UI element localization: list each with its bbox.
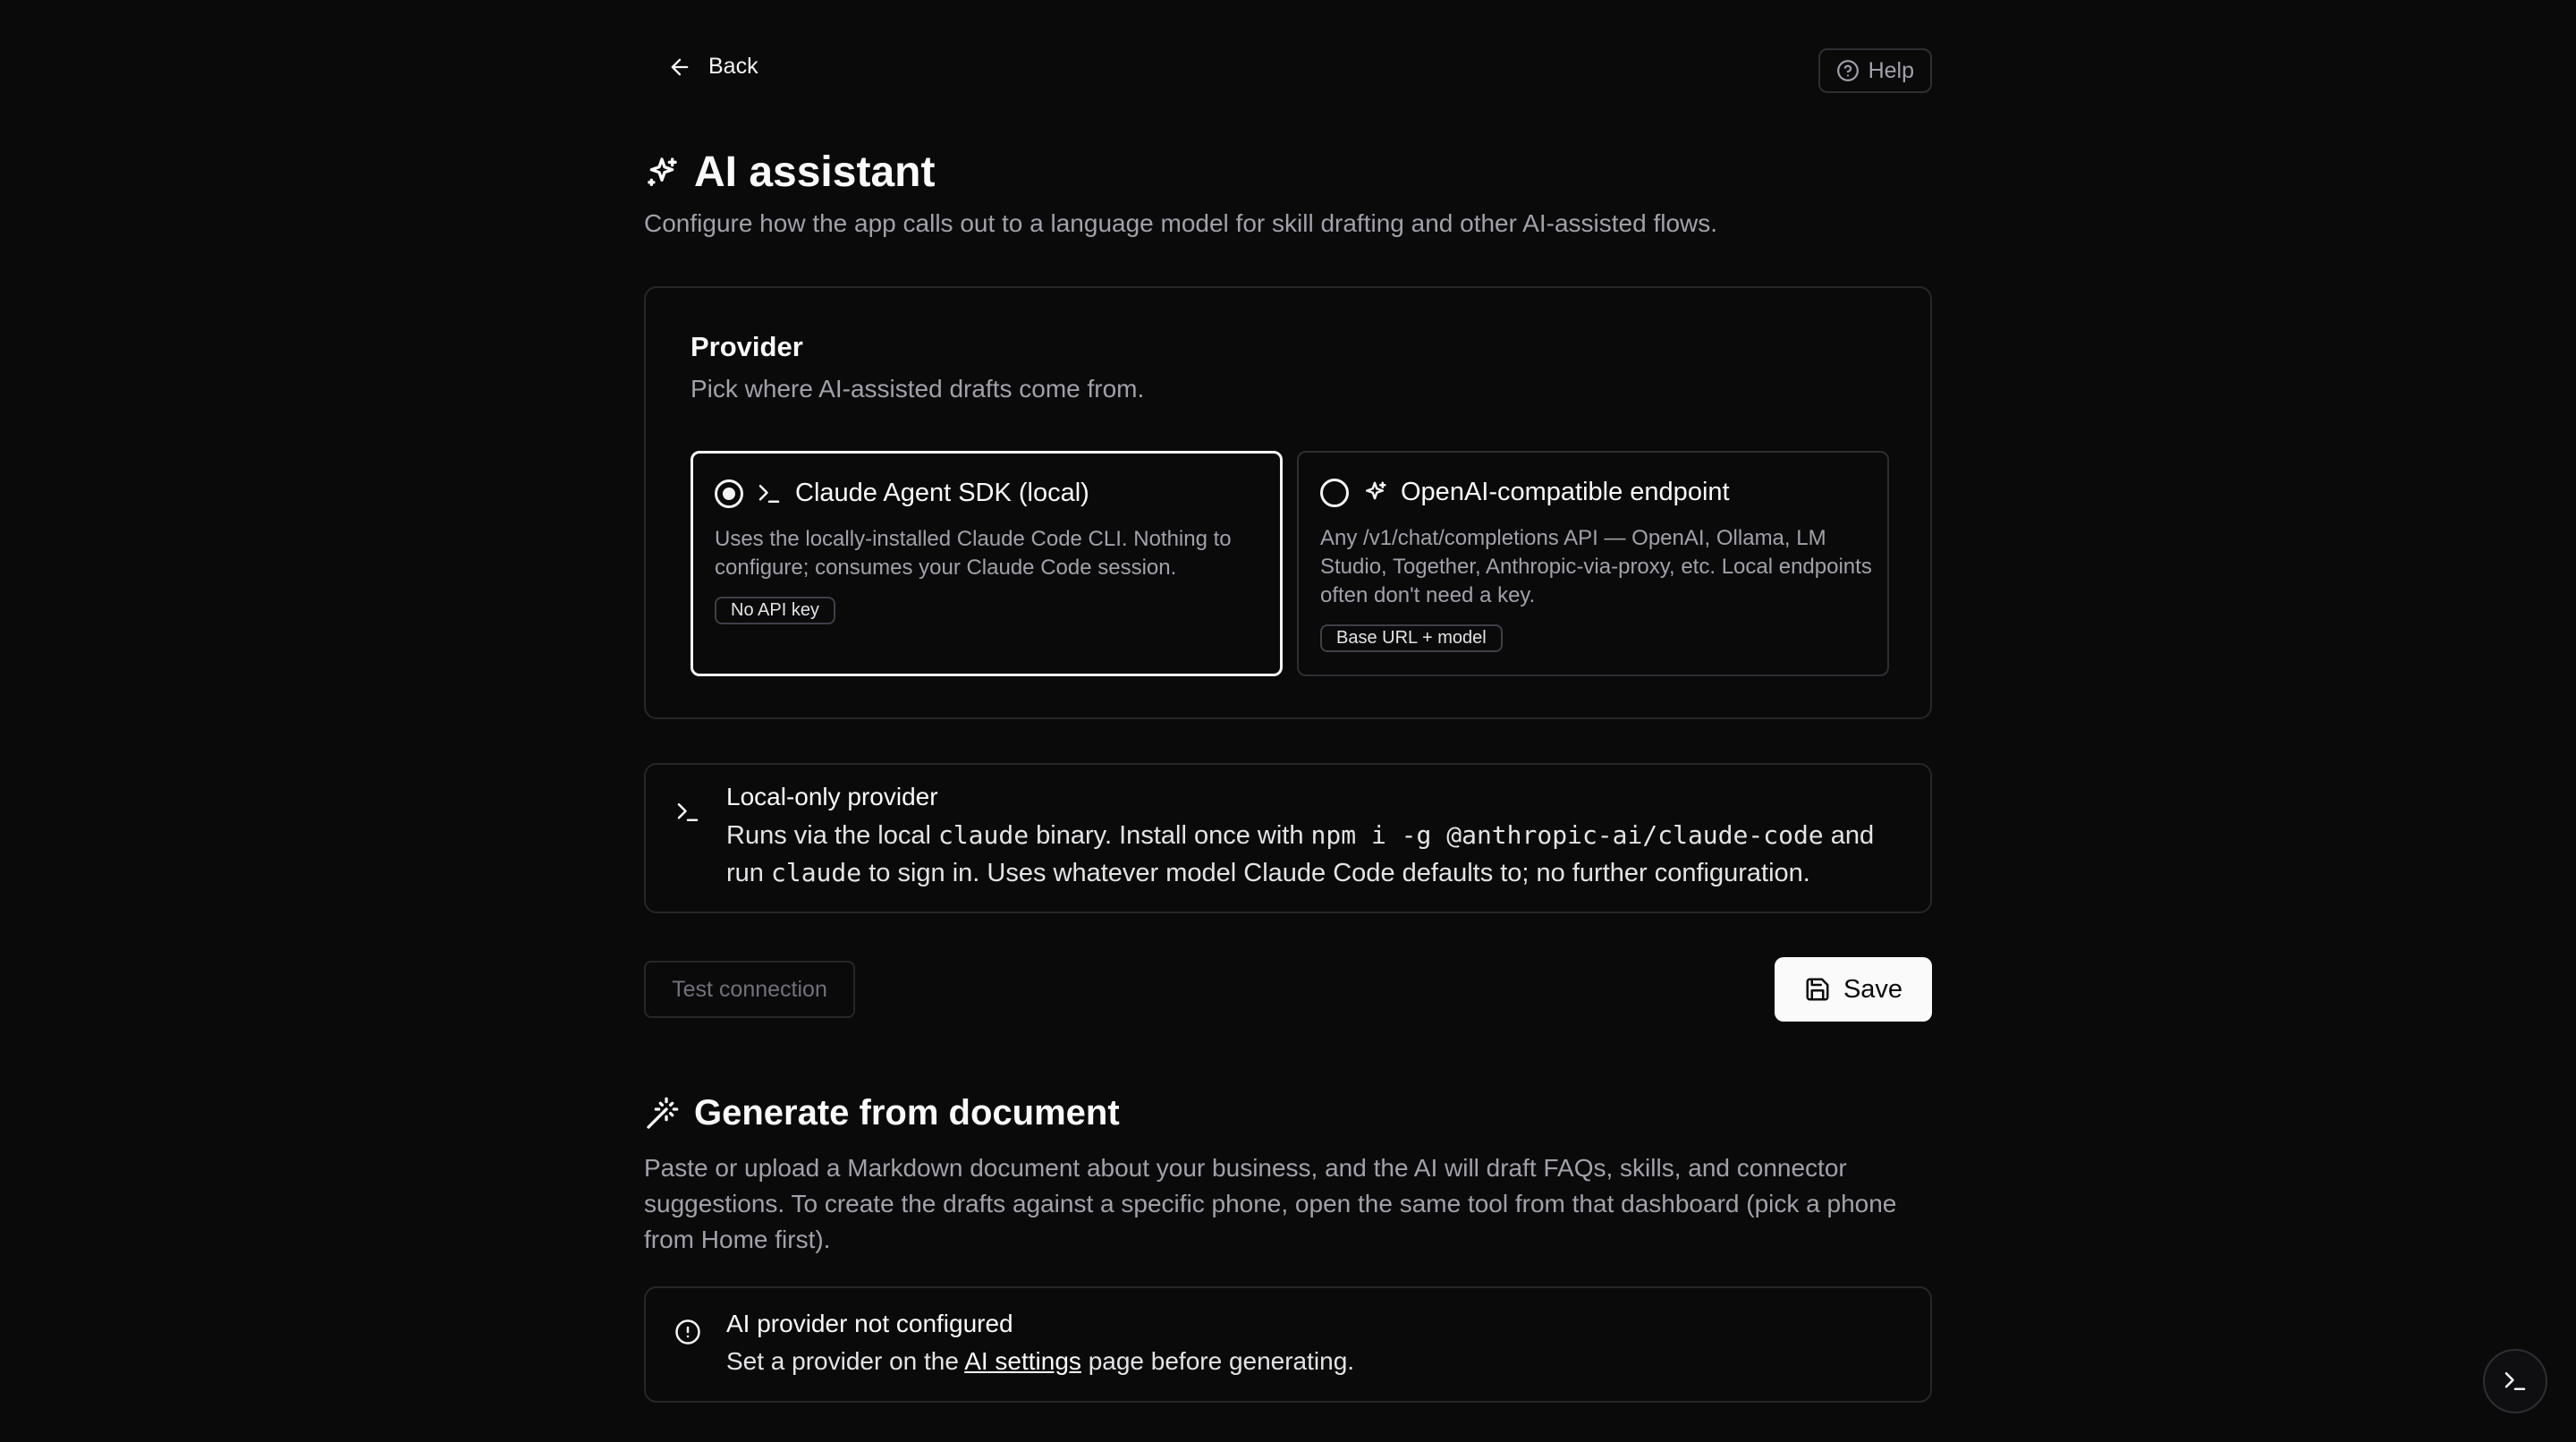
radio-unselected[interactable]: [1320, 479, 1349, 507]
generate-title-text: Generate from document: [694, 1093, 1120, 1132]
terminal-icon: [674, 799, 701, 826]
back-button[interactable]: [667, 54, 758, 80]
generate-description: Paste or upload a Markdown document about your business, and the AI will draft FAQs, skills, and connector suggestions. To create the drafts against a specific phone, open the same tool from that dashboard (pick a phone from Home first).: [644, 1154, 1897, 1253]
save-label: Save: [1843, 974, 1903, 1004]
option-title: Claude Agent SDK (local): [795, 479, 1089, 507]
provider-not-configured-alert: [644, 1286, 1932, 1403]
help-circle-icon: [1836, 59, 1860, 82]
info-title: Local-only provider: [726, 783, 938, 810]
alert-text: page before generating.: [1080, 1347, 1355, 1375]
top-bar: [644, 48, 1932, 95]
test-connection-button[interactable]: Test connection: [644, 961, 855, 1018]
provider-subtitle: Pick where AI-assisted drafts come from.: [691, 375, 1145, 403]
alert-body: [726, 1347, 1354, 1376]
info-body: [726, 817, 1907, 892]
terminal-icon: [756, 480, 783, 507]
terminal-fab-button[interactable]: [2483, 1349, 2547, 1413]
provider-card: [644, 286, 1932, 719]
sparkles-icon: [1361, 479, 1388, 506]
provider-title: Provider: [691, 331, 803, 362]
option-title: OpenAI-compatible endpoint: [1401, 478, 1730, 506]
page-title-text: AI assistant: [694, 148, 936, 196]
info-text: to sign in. Uses whatever model Claude Code defaults to; no further configuration.: [861, 859, 1810, 887]
local-provider-info: [644, 763, 1932, 913]
help-button[interactable]: [1818, 48, 1932, 93]
page-subtitle: Configure how the app calls out to a language model for skill drafting and other AI-assisted flows.: [644, 209, 1718, 237]
radio-selected[interactable]: [715, 479, 743, 508]
back-label: Back: [708, 54, 758, 79]
option-description: Uses the locally-installed Claude Code CLI. Nothing to configure; consumes your Claude Code session.: [715, 527, 1232, 580]
terminal-icon: [2502, 1368, 2529, 1395]
alert-title: AI provider not configured: [726, 1310, 1013, 1337]
provider-option-claude-sdk[interactable]: [691, 451, 1283, 676]
code-claude: claude: [937, 820, 1030, 850]
sparkles-icon: [644, 155, 680, 191]
info-text: Runs via the local: [726, 821, 938, 850]
wand-sparkles-icon: [644, 1096, 680, 1132]
info-text: and run: [726, 821, 1875, 887]
info-text: binary. Install once with: [1029, 821, 1311, 850]
save-icon: [1804, 976, 1831, 1003]
code-claude: claude: [770, 858, 862, 887]
help-label: Help: [1868, 57, 1914, 83]
generate-section-title: [644, 1093, 1120, 1133]
alert-text: Set a provider on the: [726, 1347, 965, 1375]
provider-option-openai-compatible[interactable]: [1297, 451, 1889, 676]
arrow-left-icon: [667, 55, 692, 80]
option-tag: No API key: [715, 597, 835, 624]
save-button[interactable]: [1775, 957, 1932, 1022]
ai-settings-link[interactable]: AI settings: [964, 1347, 1081, 1375]
option-description: Any /v1/chat/completions API — OpenAI, Ollama, LM Studio, Together, Anthropic-via-proxy, etc. Local endpoints often don't need a key.: [1320, 526, 1872, 607]
page-title: [644, 148, 935, 197]
option-tag: Base URL + model: [1320, 624, 1503, 652]
code-install-command: npm i -g @anthropic-ai/claude-code: [1310, 820, 1824, 850]
alert-circle-icon: [674, 1319, 701, 1345]
